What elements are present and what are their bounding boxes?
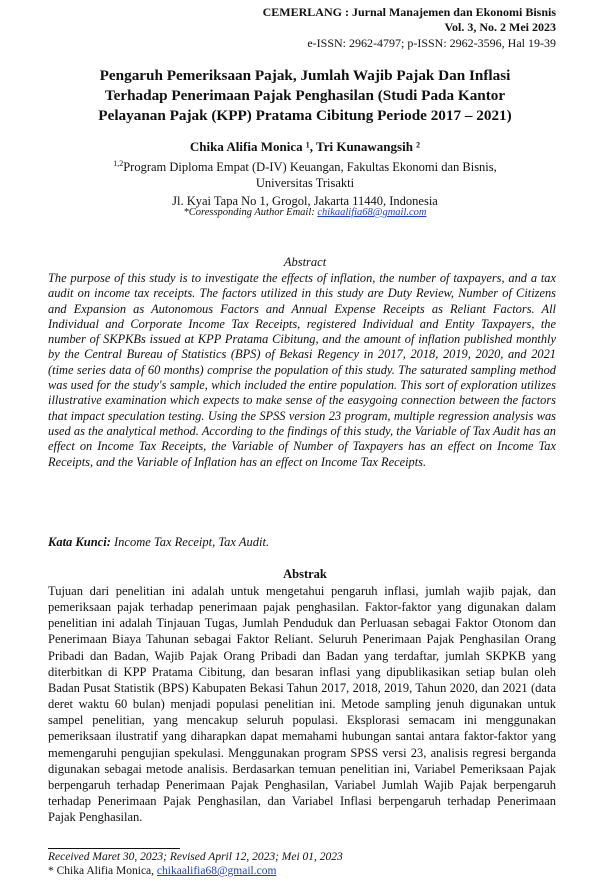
corresponding-label: *Coressponding Author Email: <box>183 207 315 218</box>
footnote-author <box>48 864 276 878</box>
affiliation-sup: 1,2 <box>113 159 124 168</box>
footnote-author-name: * Chika Alifia Monica, <box>48 865 155 877</box>
footnote-email-link[interactable]: chikaalifia68@gmail.com <box>156 865 277 877</box>
journal-name: CEMERLANG : Jurnal Manajemen dan Ekonomi Bisnis <box>262 5 556 19</box>
footnote-divider <box>48 848 180 849</box>
abstrak-heading: Abstrak <box>283 567 327 581</box>
address: Jl. Kyai Tapa No 1, Grogol, Jakarta 11440, Indonesia <box>172 194 438 209</box>
affiliation <box>40 156 570 209</box>
abstract-heading: Abstract <box>283 255 327 269</box>
corresponding-email-link[interactable]: chikaalifia68@gmail.com <box>317 207 427 218</box>
keywords-label: Kata Kunci: <box>48 535 111 549</box>
affiliation-line-1: Program Diploma Empat (D-IV) Keuangan, Fakultas Ekonomi dan Bisnis, <box>123 160 497 175</box>
abstract-text: The purpose of this study is to investigate the effects of inflation, the number of taxpayers, and a tax audit on income tax receipts. The factors utilized in this study are Duty Review, Number of Citizens and Expansion as Autonomous Factors and Annual Expense Receipts as Reliant Factors. All Individual and Corporate Income Tax Receipts, registered Individual and Entity Taxpayers, the number of SKPKBs issued at KPP Pratama Cibitung, and the amount of inflation published monthly by the Central Bureau of Statistics (BPS) of Bekasi Regency in 2017, 2018, 2019, 2020, and 2021 (time series data of 60 months) comprise the population of this study. The saturated sampling method was used for the study's sample, which included the entire population. This sort of exploration utilizes illustrative examination which expects to make sense of the easygoing connection between the factors that impact speculation testing. Using the SPSS version 23 program, multiple regression analysis was used as the analytical method. According to the findings of this study, the Variable of Tax Audit has an effect on Income Tax Receipts, the Variable of Number of Taxpayers has an effect on Income Tax Receipts, and the Variable of Inflation has an effect on Income Tax Receipts. <box>48 271 556 469</box>
affiliation-line-2: Universitas Trisakti <box>255 176 355 191</box>
abstrak-text: Tujuan dari penelitian ini adalah untuk mengetahui pengaruh inflasi, jumlah wajib pajak, dan pemeriksaan pajak terhadap penerimaan pajak penghasilan. Faktor-faktor yang digunakan dalam penelitian ini adalah Tinjauan Tugas, Jumlah Penduduk dan Perluasan sebagai Faktor Otonom dan Penerimaan Biaya Tahunan sebagai Faktor Reliant. Seluruh Penerimaan Pajak Penghasilan Orang Pribadi dan Badan, Wajib Pajak Orang Pribadi dan Badan yang terdaftar, jumlah SKPKB yang diterbitkan di KPP Pratama Cibitung, dan besaran inflasi yang dipublikasikan setiap bulan oleh Badan Pusat Statistik (BPS) Kabupaten Bekasi Tahun 2017, 2018, 2019, Tahun 2020, dan 2021 (data deret waktu 60 bulan) menjadi populasi penelitian ini. Metode sampling jenuh digunakan untuk sampel penelitian, yang mencakup seluruh populasi. Eksplorasi semacam ini menggunakan pemeriksaan ilustratif yang diharapkan dapat memahami hubungan santai antara faktor-faktor yang memengaruhi pengujian spekulasi. Menggunakan program SPSS versi 23, analisis regresi berganda digunakan sebagai metode analisis. Berdasarkan temuan penelitian ini, Variabel Pemeriksaan Pajak berpengaruh terhadap Penerimaan Pajak Penghasilan, Variabel Jumlah Wajib Pajak berpengaruh terhadap Penerimaan Pajak Penghasilan, dan Variabel Inflasi berpengaruh terhadap Penerimaan Pajak Penghasilan. <box>48 584 556 825</box>
journal-issn: e-ISSN: 2962-4797; p-ISSN: 2962-3596, Hal 19-39 <box>307 36 556 50</box>
title-line-1: Pengaruh Pemeriksaan Pajak, Jumlah Wajib Pajak Dan Inflasi <box>99 67 511 84</box>
paper-title <box>40 66 570 126</box>
keywords-text: Income Tax Receipt, Tax Audit. <box>114 535 270 549</box>
corresponding-author <box>40 207 570 218</box>
title-line-2: Terhadap Penerimaan Pajak Penghasilan (Studi Pada Kantor <box>104 87 506 104</box>
keywords <box>48 535 269 550</box>
received-dates: Received Maret 30, 2023; Revised April 12, 2023; Mei 01, 2023 <box>48 851 343 863</box>
title-line-3: Pelayanan Pajak (KPP) Pratama Cibitung Periode 2017 – 2021) <box>98 107 512 124</box>
journal-volume: Vol. 3, No. 2 Mei 2023 <box>444 20 556 34</box>
author-names: Chika Alifia Monica ¹, Tri Kunawangsih ² <box>189 139 421 154</box>
